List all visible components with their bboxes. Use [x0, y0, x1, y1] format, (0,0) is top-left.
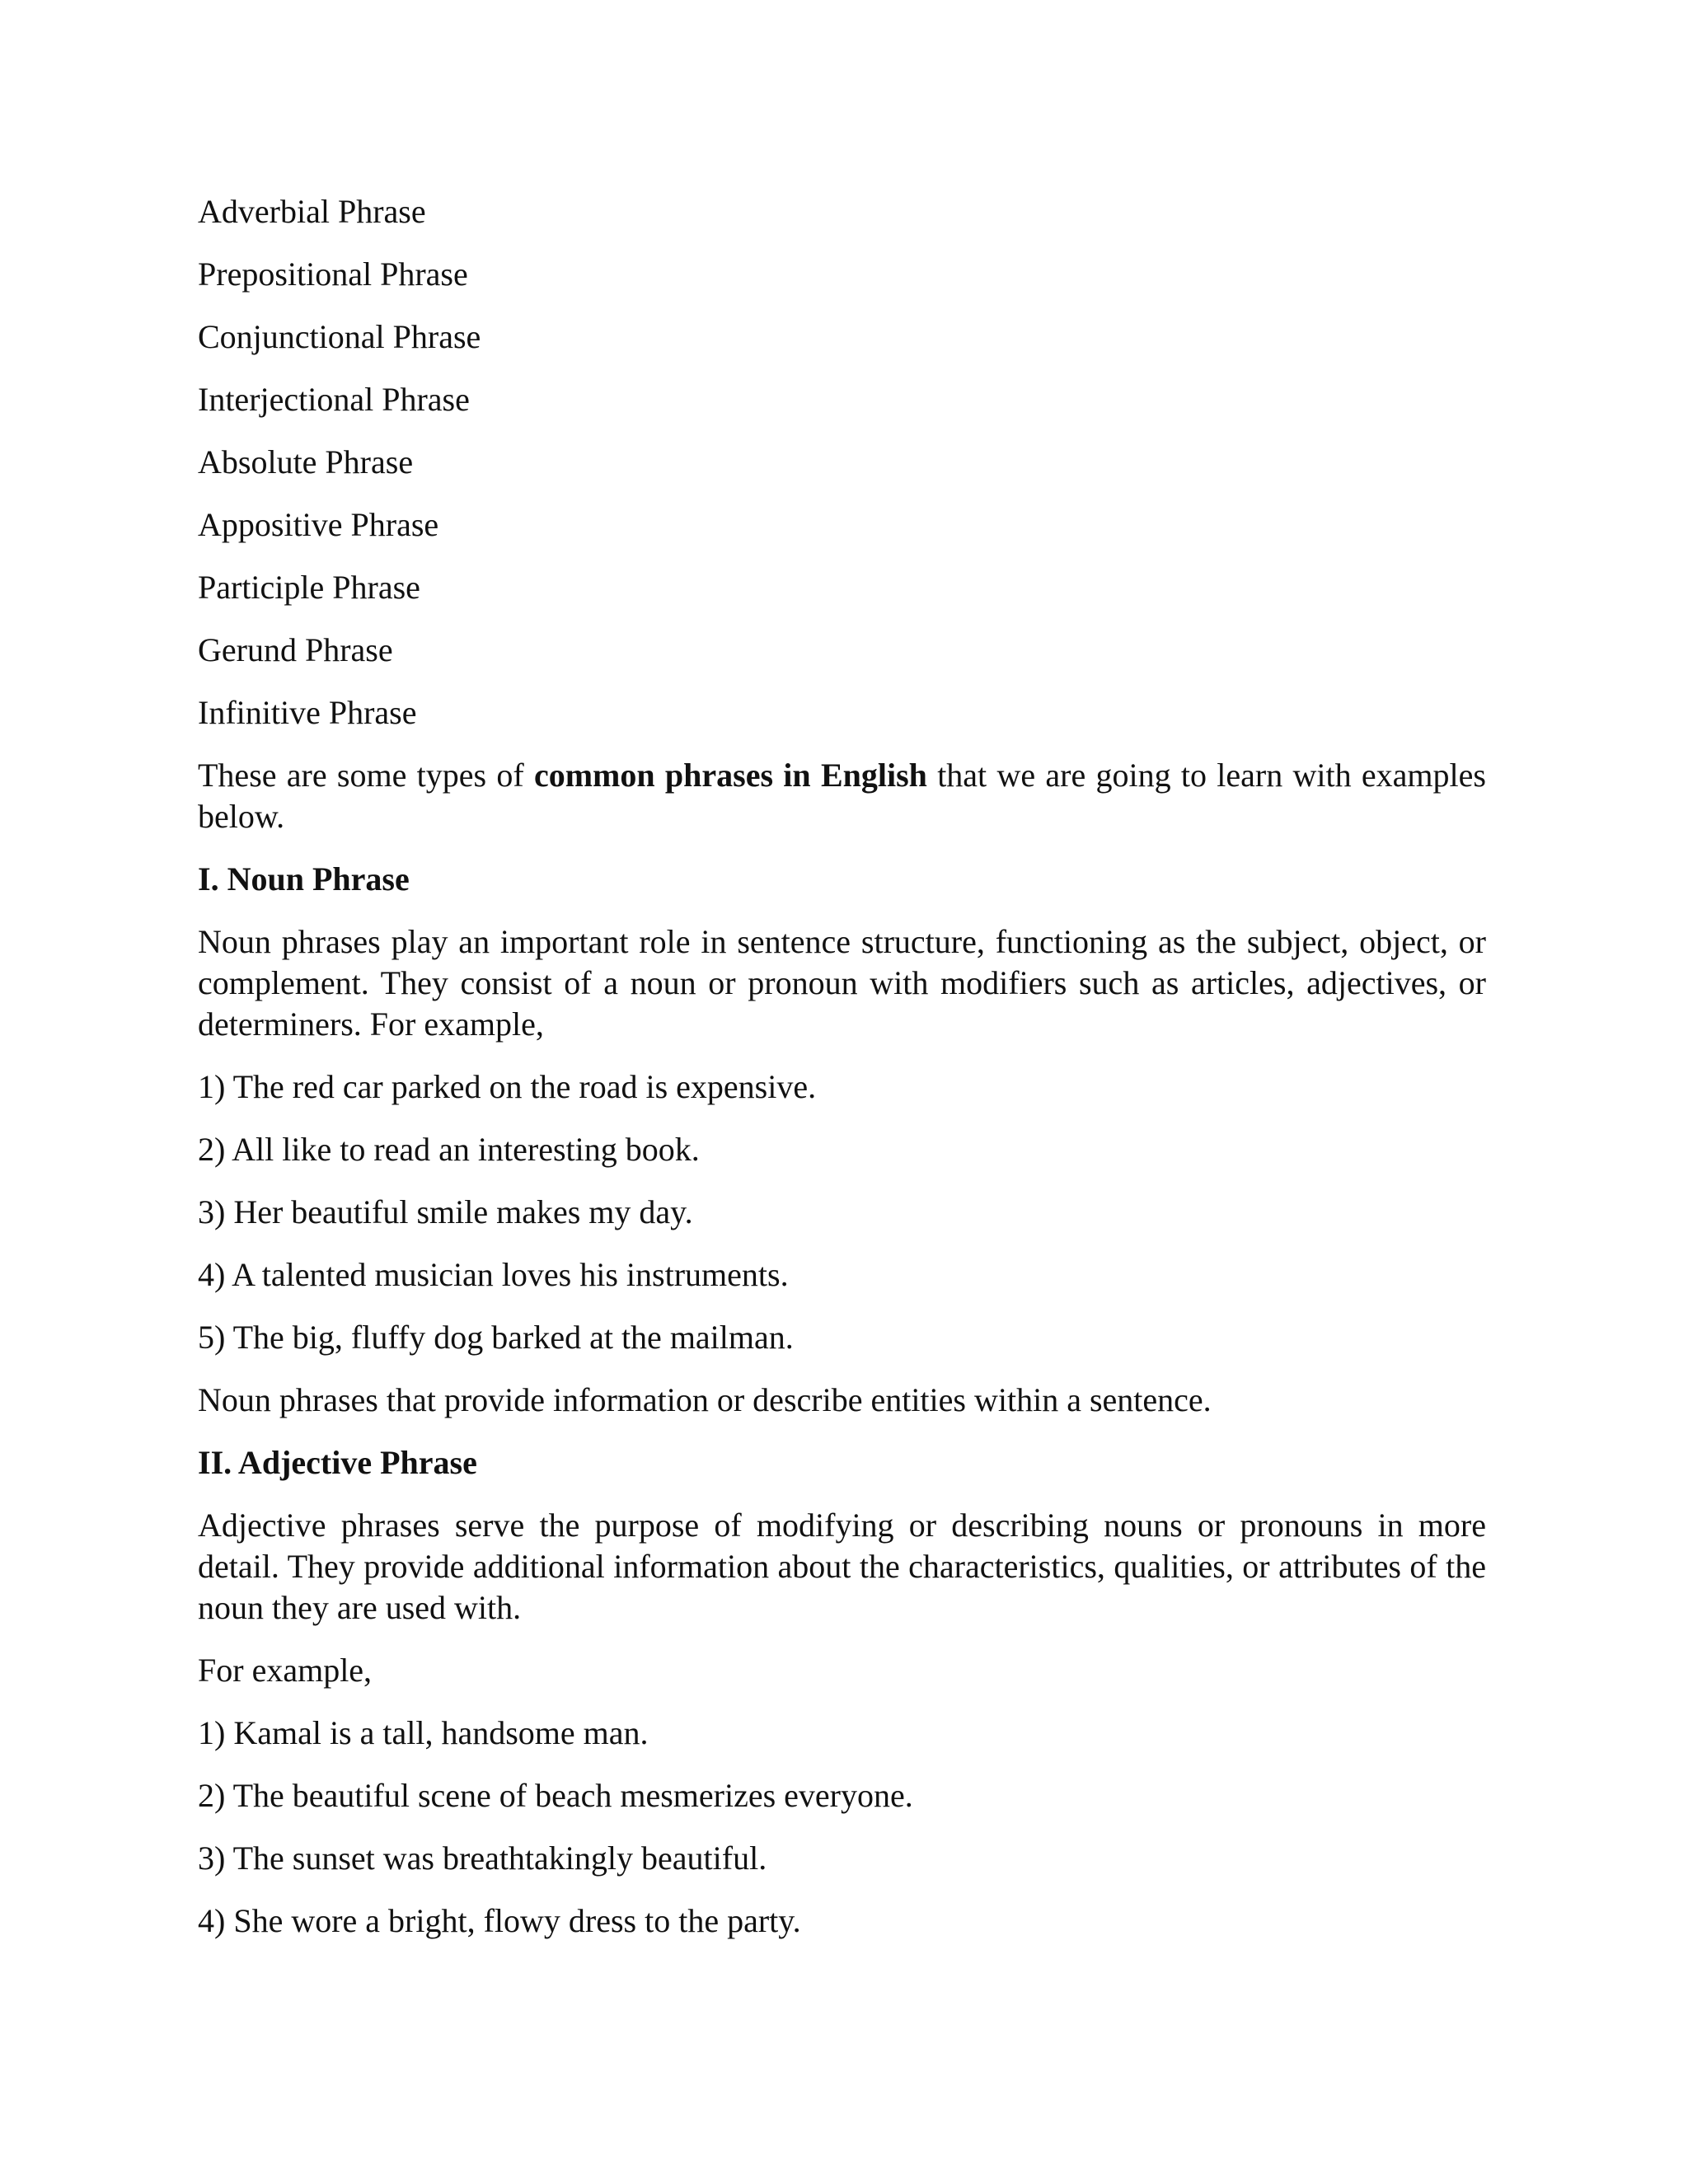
- adjective-example: 3) The sunset was breathtakingly beautiful.: [198, 1840, 767, 1877]
- list-item: Prepositional Phrase: [198, 255, 468, 293]
- intro-text-before: These are some types of: [198, 757, 534, 794]
- phrase-types-list: [198, 191, 1486, 733]
- list-item: Adverbial Phrase: [198, 193, 426, 230]
- noun-example: 3) Her beautiful smile makes my day.: [198, 1193, 693, 1230]
- intro-text-after: that we are going to learn with examples below.: [198, 757, 1486, 835]
- noun-example: 4) A talented musician loves his instruments.: [198, 1256, 789, 1293]
- noun-phrase-heading: I. Noun Phrase: [198, 860, 410, 898]
- intro-bold-text: common phrases in English: [533, 757, 927, 794]
- list-item: Infinitive Phrase: [198, 694, 417, 731]
- noun-example: 2) All like to read an interesting book.: [198, 1131, 700, 1168]
- adjective-phrase-description: Adjective phrases serve the purpose of modifying or describing nouns or pronouns in more detail. They provide additional information about the characteristics, qualities, or attributes of the noun they are used with.: [198, 1507, 1486, 1626]
- noun-example: 1) The red car parked on the road is expensive.: [198, 1068, 817, 1105]
- noun-phrase-summary: Noun phrases that provide information or describe entities within a sentence.: [198, 1381, 1212, 1418]
- list-item: Gerund Phrase: [198, 631, 393, 668]
- noun-example: 5) The big, fluffy dog barked at the mailman.: [198, 1319, 794, 1356]
- list-item: Appositive Phrase: [198, 506, 439, 543]
- noun-phrase-description: Noun phrases play an important role in sentence structure, functioning as the subject, object, or complement. They consist of a noun or pronoun with modifiers such as articles, adjectives, or determiners. For example,: [198, 923, 1486, 1043]
- document-page: [198, 191, 1486, 1963]
- list-item: Absolute Phrase: [198, 443, 414, 480]
- intro-paragraph: [198, 755, 1486, 837]
- adjective-example: 4) She wore a bright, flowy dress to the party.: [198, 1902, 801, 1939]
- list-item: Conjunctional Phrase: [198, 318, 481, 355]
- for-example-label: For example,: [198, 1652, 373, 1689]
- adjective-example: 1) Kamal is a tall, handsome man.: [198, 1714, 649, 1751]
- list-item: Participle Phrase: [198, 569, 420, 606]
- adjective-example: 2) The beautiful scene of beach mesmerizes everyone.: [198, 1777, 913, 1814]
- list-item: Interjectional Phrase: [198, 381, 470, 418]
- adjective-phrase-heading: II. Adjective Phrase: [198, 1444, 477, 1481]
